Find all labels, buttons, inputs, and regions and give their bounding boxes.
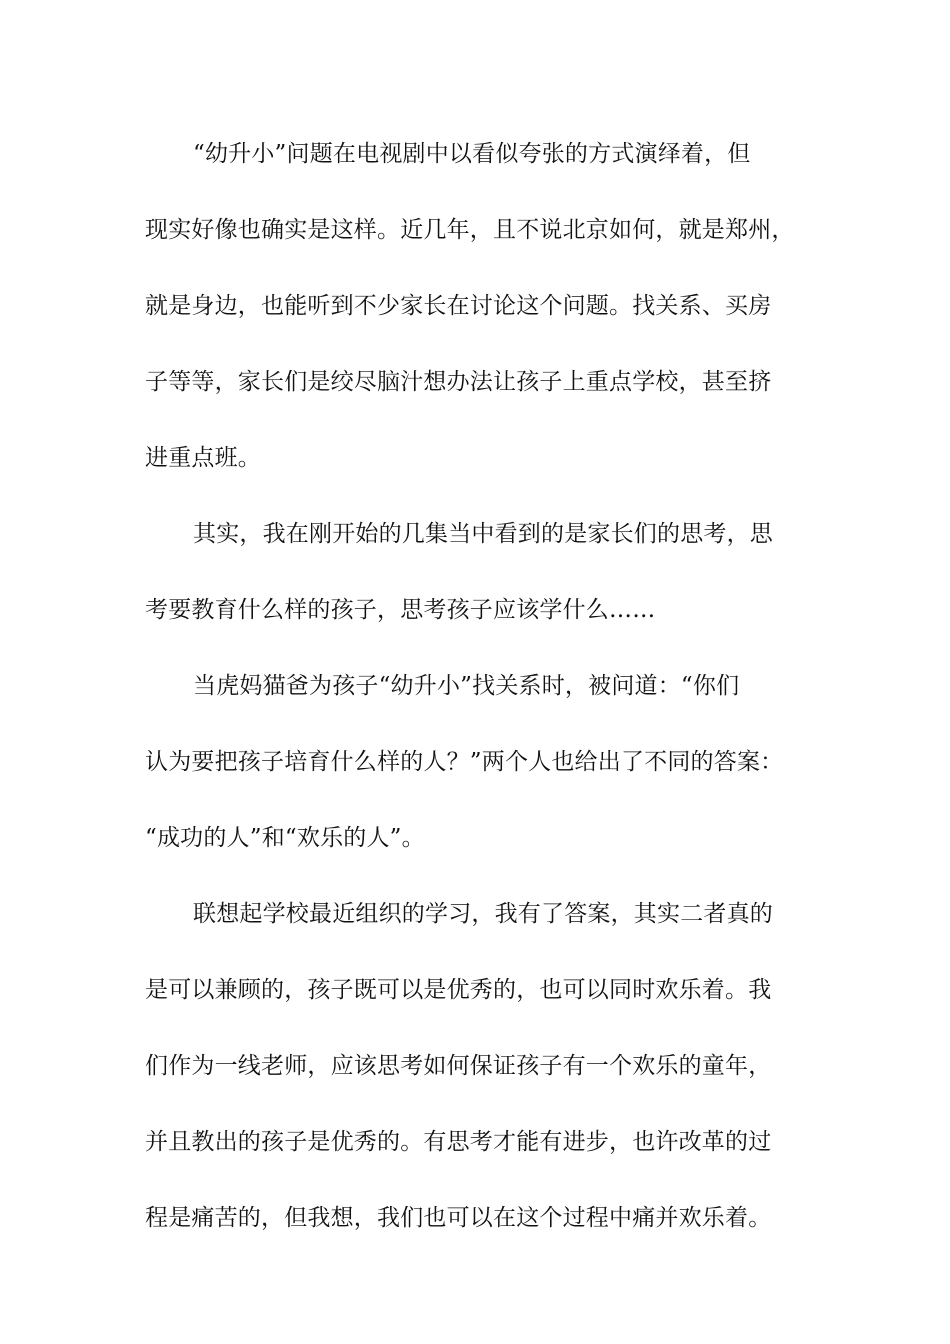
document-body xyxy=(145,126,825,1266)
paragraph-1-line-2: 现实好像也确实是这样。近几年，且不说北京如何，就是郑州， xyxy=(145,217,795,243)
paragraph-3-line-3: “成功的人”和“欢乐的人”。 xyxy=(145,825,425,851)
paragraph-3-line-1: 当虎妈猫爸为孩子“幼升小”找关系时，被问道：“你们 xyxy=(193,673,740,699)
paragraph-3-line-2: 认为要把孩子培育什么样的人？”两个人也给出了不同的答案： xyxy=(145,749,784,775)
paragraph-4-line-2: 是可以兼顾的，孩子既可以是优秀的，也可以同时欢乐着。我 xyxy=(145,977,772,1003)
paragraph-4-line-3: 们作为一线老师，应该思考如何保证孩子有一个欢乐的童年， xyxy=(145,1053,772,1079)
paragraph-1-line-3: 就是身边，也能听到不少家长在讨论这个问题。找关系、买房 xyxy=(145,293,772,319)
paragraph-4-line-4: 并且教出的孩子是优秀的。有思考才能有进步，也许改革的过 xyxy=(145,1129,772,1155)
paragraph-1-line-1: “幼升小”问题在电视剧中以看似夸张的方式演绎着，但 xyxy=(193,141,751,167)
paragraph-4-line-5: 程是痛苦的，但我想，我们也可以在这个过程中痛并欢乐着。 xyxy=(145,1205,772,1231)
paragraph-2-line-2: 考要教育什么样的孩子，思考孩子应该学什么…… xyxy=(145,597,656,623)
paragraph-1-line-5: 进重点班。 xyxy=(145,445,261,471)
paragraph-2-line-1: 其实，我在刚开始的几集当中看到的是家长们的思考，思 xyxy=(193,521,773,547)
paragraph-1-line-4: 子等等，家长们是绞尽脑汁想办法让孩子上重点学校，甚至挤 xyxy=(145,369,772,395)
paragraph-4-line-1: 联想起学校最近组织的学习，我有了答案，其实二者真的 xyxy=(193,901,773,927)
